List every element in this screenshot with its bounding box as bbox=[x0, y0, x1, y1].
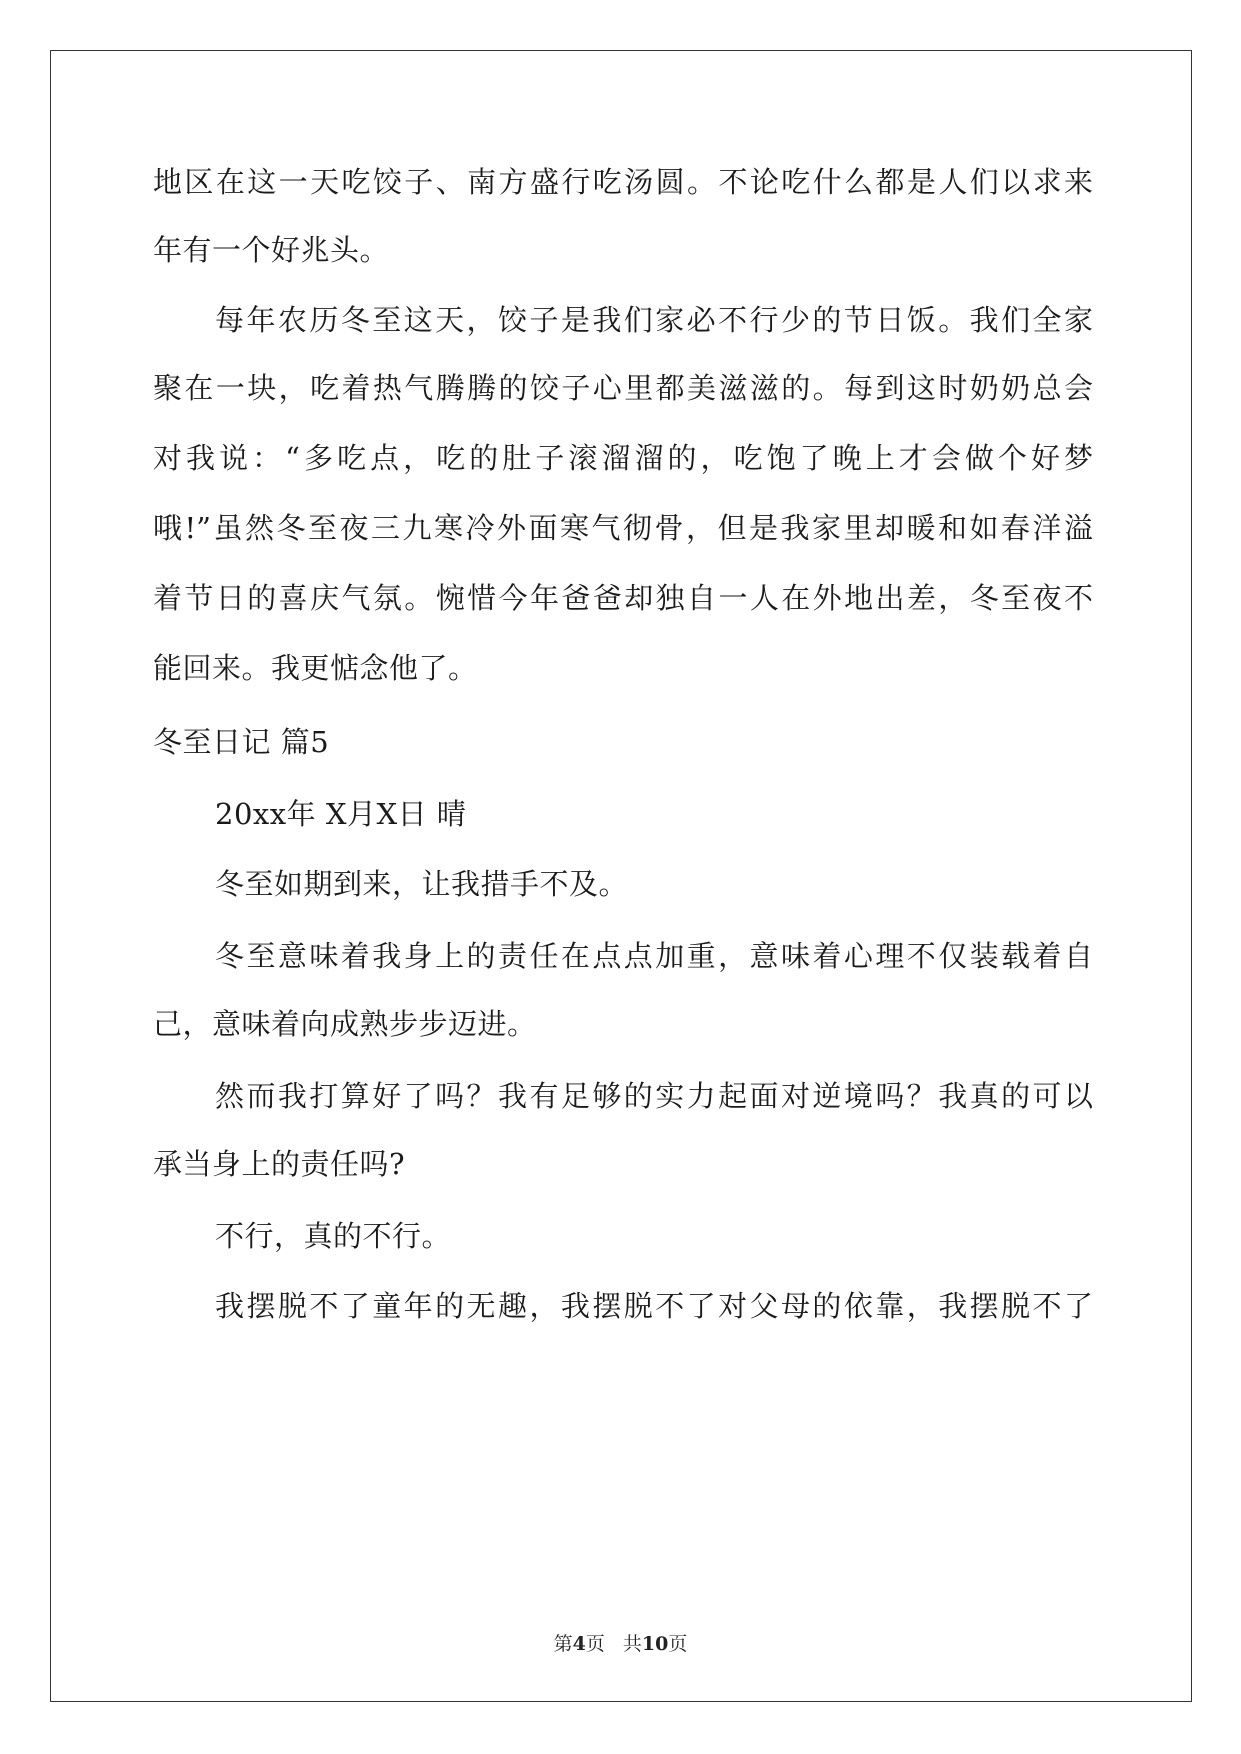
current-page-number: 4 bbox=[572, 1633, 586, 1655]
text-line: 地区在这一天吃饺子、南方盛行吃汤圆。不论吃什么都是人们以求来 bbox=[153, 165, 1093, 199]
text-line: 每年农历冬至这天，饺子是我们家必不行少的节日饭。我们全家 bbox=[215, 303, 1093, 337]
footer-total-suffix: 页 bbox=[668, 1633, 688, 1655]
text-line: 承当身上的责任吗? bbox=[153, 1147, 406, 1181]
footer-total-prefix: 共 bbox=[622, 1633, 642, 1655]
text-line: 己，意味着向成熟步步迈进。 bbox=[153, 1007, 537, 1041]
text-line: 哦!”虽然冬至夜三九寒冷外面寒气彻骨，但是我家里却暖和如春洋溢 bbox=[153, 511, 1093, 545]
text-line: 然而我打算好了吗？我有足够的实力起面对逆境吗？我真的可以 bbox=[215, 1079, 1093, 1113]
text-line: 对我说：“多吃点，吃的肚子滚溜溜的，吃饱了晚上才会做个好梦 bbox=[153, 441, 1093, 475]
text-line: 能回来。我更惦念他了。 bbox=[153, 651, 478, 685]
section-heading: 冬至日记 篇5 bbox=[153, 725, 330, 759]
footer-prefix: 第 bbox=[553, 1633, 573, 1655]
page-footer bbox=[0, 1632, 1241, 1656]
text-line: 着节日的喜庆气氛。惋惜今年爸爸却独自一人在外地出差，冬至夜不 bbox=[153, 581, 1093, 615]
text-line: 冬至如期到来，让我措手不及。 bbox=[215, 867, 629, 901]
total-pages-number: 10 bbox=[641, 1633, 669, 1655]
text-line: 冬至意味着我身上的责任在点点加重，意味着心理不仅装载着自 bbox=[215, 939, 1093, 973]
text-line: 年有一个好兆头。 bbox=[153, 233, 390, 267]
text-line: 我摆脱不了童年的无趣，我摆脱不了对父母的依靠，我摆脱不了 bbox=[215, 1289, 1093, 1323]
text-line: 聚在一块，吃着热气腾腾的饺子心里都美滋滋的。每到这时奶奶总会 bbox=[153, 371, 1093, 405]
text-line: 不行，真的不行。 bbox=[215, 1219, 452, 1253]
diary-date: 20xx年 X月X日 晴 bbox=[215, 797, 467, 831]
footer-page-suffix: 页 bbox=[585, 1633, 605, 1655]
